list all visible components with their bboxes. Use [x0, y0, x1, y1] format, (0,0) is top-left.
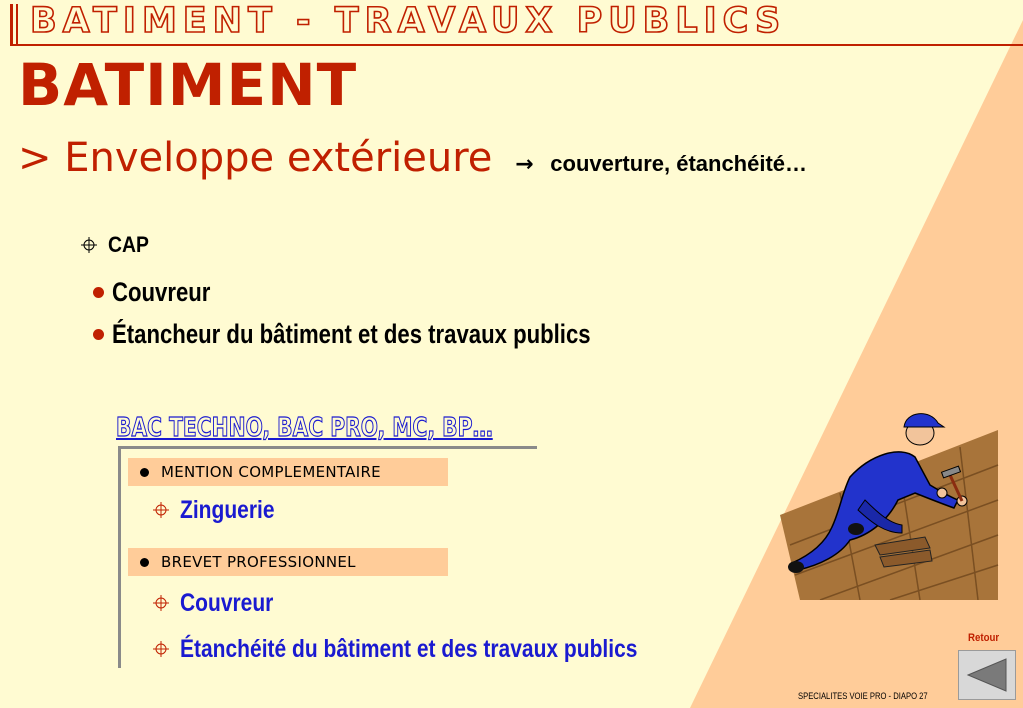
section-label: MENTION COMPLEMENTAIRE	[161, 463, 381, 481]
list-item-label: Couvreur	[180, 588, 274, 617]
page-title: BATIMENT	[18, 51, 358, 119]
crosshair-bullet-icon	[152, 594, 170, 612]
subtitle-text: > Enveloppe extérieure	[18, 135, 493, 181]
bac-heading: BAC TECHNO, BAC PRO, MC, BP…	[116, 413, 493, 443]
list-item-label: Couvreur	[112, 276, 211, 307]
black-bullet-icon	[140, 558, 149, 567]
crosshair-bullet-icon	[152, 501, 170, 519]
red-bullet-icon	[93, 329, 104, 340]
mention-complementaire-box	[128, 458, 448, 486]
list-item	[152, 493, 293, 527]
banner-left-rule-inner	[16, 4, 18, 44]
crosshair-bullet-icon	[152, 640, 170, 658]
list-item-label: Étancheur du bâtiment et des travaux publics	[112, 318, 591, 349]
cap-label: CAP	[108, 232, 149, 257]
list-item	[93, 317, 696, 351]
list-item	[93, 275, 232, 309]
arrow-right-icon: →	[515, 152, 534, 177]
page-subtitle	[18, 130, 807, 193]
slide-footer: SPECIALITES VOIE PRO - DIAPO 27	[798, 691, 928, 701]
banner-title: BATIMENT - TRAVAUX PUBLICS	[30, 1, 787, 41]
subtitle-detail: couverture, étanchéité…	[550, 151, 808, 176]
retour-link[interactable]: Retour	[968, 632, 1000, 644]
crosshair-bullet-icon	[80, 236, 98, 254]
roofer-worker-illustration	[780, 405, 1000, 600]
list-item-label: Zinguerie	[180, 495, 275, 524]
bac-frame-left-rule	[118, 446, 121, 668]
bac-frame-top-rule	[118, 446, 537, 449]
brevet-professionnel-box	[128, 548, 448, 576]
banner-left-rule	[10, 4, 13, 44]
cap-heading	[80, 230, 154, 260]
section-label: BREVET PROFESSIONNEL	[161, 553, 356, 571]
list-item-label: Étanchéité du bâtiment et des travaux publics	[180, 634, 638, 663]
back-button[interactable]	[958, 650, 1016, 700]
top-banner	[0, 1, 1023, 44]
red-bullet-icon	[93, 287, 104, 298]
list-item	[152, 632, 725, 666]
black-bullet-icon	[140, 468, 149, 477]
back-triangle-icon	[964, 656, 1010, 694]
list-item	[152, 586, 291, 620]
banner-bottom-rule	[10, 44, 1023, 46]
